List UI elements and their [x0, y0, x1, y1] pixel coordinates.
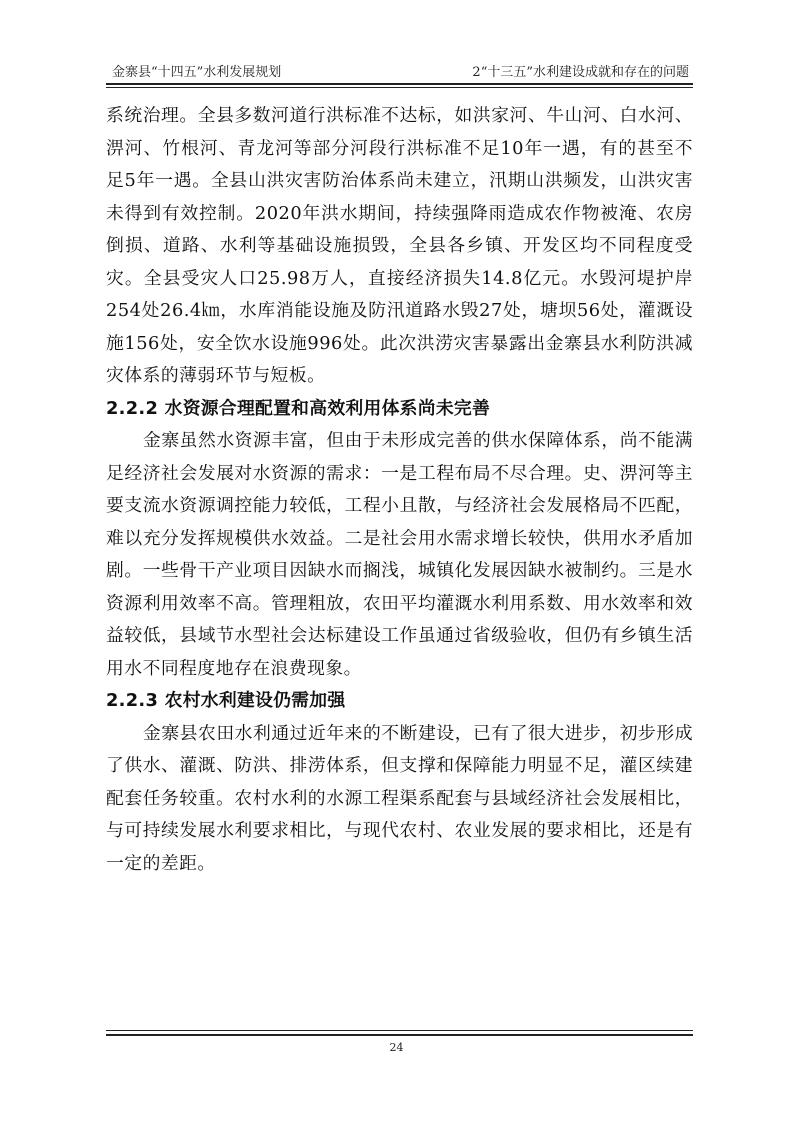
header-document-title: 金寨县“十四五”水利发展规划	[112, 65, 282, 80]
section-heading-2-2-2: 2.2.2 水资源合理配置和高效利用体系尚未完善	[106, 397, 491, 419]
footer-rule-thin	[106, 1030, 693, 1031]
page-body	[106, 100, 693, 880]
header-chapter-title: 2“十三五”水利建设成就和存在的问题	[472, 65, 689, 80]
header-rule	[106, 83, 693, 85]
paragraph-rural-water: 金寨县农田水利通过近年来的不断建设，已有了很大进步，初步形成了供水、灌溉、防洪、排涝体系，但支撑和保障能力明显不足，灌区续建配套任务较重。农村水利的水源工程渠系配套与县域经济社会发展相比，与可持续发展水利要求相比，与现代农村、农业发展的要求相比，还是有一定的差距。	[106, 722, 693, 874]
section-heading-2-2-3: 2.2.3 农村水利建设仍需加强	[106, 690, 346, 711]
paragraph-flood-control: 系统治理。全县多数河道行洪标准不达标，如洪家河、牛山河、白水河、淠河、竹根河、青龙河等部分河段行洪标准不足10年一遇，有的甚至不足5年一遇。全县山洪灾害防治体系尚未建立，汛期山洪频发，山洪灾害未得到有效控制。2020年洪水期间，持续强降雨造成农作物被淹、农房倒损、道路、水利等基础设施损毁，全县各乡镇、开发区均不同程度受灾。全县受灾人口25.98万人，直接经济损失14.8亿元。水毁河堤护岸254处26.4㎞，水库消能设施及防汛道路水毁27处，塘坝56处，灌溉设施156处，安全饮水设施996处。此次洪涝灾害暴露出金寨县水利防洪减灾体系的薄弱环节与短板。	[106, 105, 693, 386]
paragraph-water-resources: 金寨虽然水资源丰富，但由于未形成完善的供水保障体系，尚不能满足经济社会发展对水资源的需求：一是工程布局不尽合理。史、淠河等主要支流水资源调控能力较低，工程小且散，与经济社会发展格局不匹配，难以充分发挥规模供水效益。二是社会用水需求增长较快，供用水矛盾加剧。一些骨干产业项目因缺水而搁浅，城镇化发展因缺水被制约。三是水资源利用效率不高。管理粗放，农田平均灌溉水利用系数、用水效率和效益较低，县域节水型社会达标建设工作虽通过省级验收，但仍有乡镇生活用水不同程度地存在浪费现象。	[106, 430, 693, 679]
header-rule-thin	[106, 87, 693, 88]
page-number: 24	[389, 1041, 404, 1054]
footer-rule	[106, 1034, 693, 1036]
page-header	[106, 55, 693, 83]
